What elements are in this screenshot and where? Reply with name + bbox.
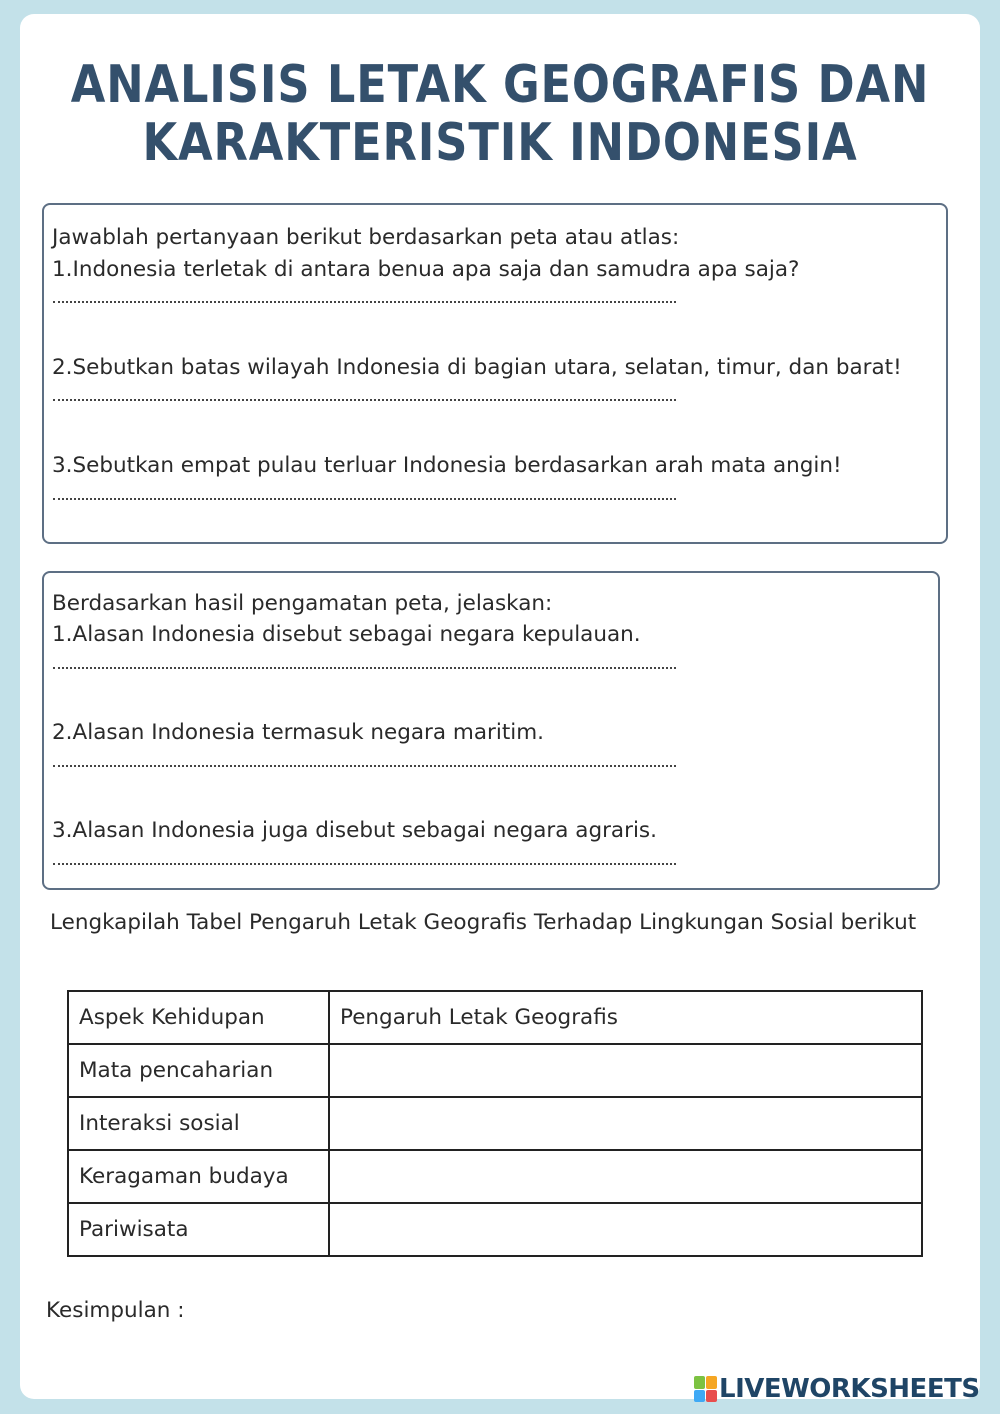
box-intro: Berdasarkan hasil pengamatan peta, jelaskan: — [52, 591, 553, 616]
table-row — [68, 1044, 922, 1097]
liveworksheets-logo-icon — [694, 1376, 716, 1402]
table-answer-cell[interactable] — [329, 1044, 922, 1097]
title-line-1: ANALISIS LETAK GEOGRAFIS DAN — [70, 55, 930, 115]
table-answer-cell[interactable] — [329, 1097, 922, 1150]
brand-logo — [694, 1372, 980, 1406]
question-text: 2.Alasan Indonesia termasuk negara maritim. — [52, 720, 545, 745]
table-row — [68, 1150, 922, 1203]
brand-name: LIVEWORKSHEETS — [719, 1374, 980, 1404]
table-answer-cell[interactable] — [329, 1150, 922, 1203]
question-text: 3.Sebutkan empat pulau terluar Indonesia berdasarkan arah mata angin! — [52, 453, 842, 478]
table-row-label: Pariwisata — [68, 1203, 329, 1256]
table-instruction: Lengkapilah Tabel Pengaruh Letak Geografis Terhadap Lingkungan Sosial berikut — [50, 910, 917, 935]
question-text: 2.Sebutkan batas wilayah Indonesia di bagian utara, selatan, timur, dan barat! — [52, 355, 902, 380]
table-header-cell: Pengaruh Letak Geografis — [329, 991, 922, 1044]
page-title — [70, 56, 930, 172]
table-row-label: Interaksi sosial — [68, 1097, 329, 1150]
table-row-label: Mata pencaharian — [68, 1044, 329, 1097]
conclusion-label: Kesimpulan : — [46, 1298, 185, 1323]
question-box-map — [42, 203, 948, 544]
question-text: 1.Alasan Indonesia disebut sebagai negara kepulauan. — [52, 622, 641, 647]
question-text: 3.Alasan Indonesia juga disebut sebagai negara agraris. — [52, 818, 657, 843]
question-text: 1.Indonesia terletak di antara benua apa saja dan samudra apa saja? — [52, 257, 800, 282]
answer-line-3[interactable] — [53, 498, 676, 500]
table-header-row — [68, 991, 922, 1044]
question-box-explain — [42, 571, 940, 890]
answer-line-6[interactable] — [53, 863, 676, 865]
table-row-label: Keragaman budaya — [68, 1150, 329, 1203]
box-intro: Jawablah pertanyaan berikut berdasarkan peta atau atlas: — [52, 225, 680, 250]
answer-line-5[interactable] — [53, 765, 676, 767]
table-row — [68, 1097, 922, 1150]
table-row — [68, 1203, 922, 1256]
answer-line-1[interactable] — [53, 301, 676, 303]
title-line-2: KARAKTERISTIK INDONESIA — [142, 113, 858, 173]
influence-table — [67, 990, 923, 1257]
answer-line-4[interactable] — [53, 667, 676, 669]
answer-line-2[interactable] — [53, 399, 676, 401]
table-answer-cell[interactable] — [329, 1203, 922, 1256]
table-header-cell: Aspek Kehidupan — [68, 991, 329, 1044]
